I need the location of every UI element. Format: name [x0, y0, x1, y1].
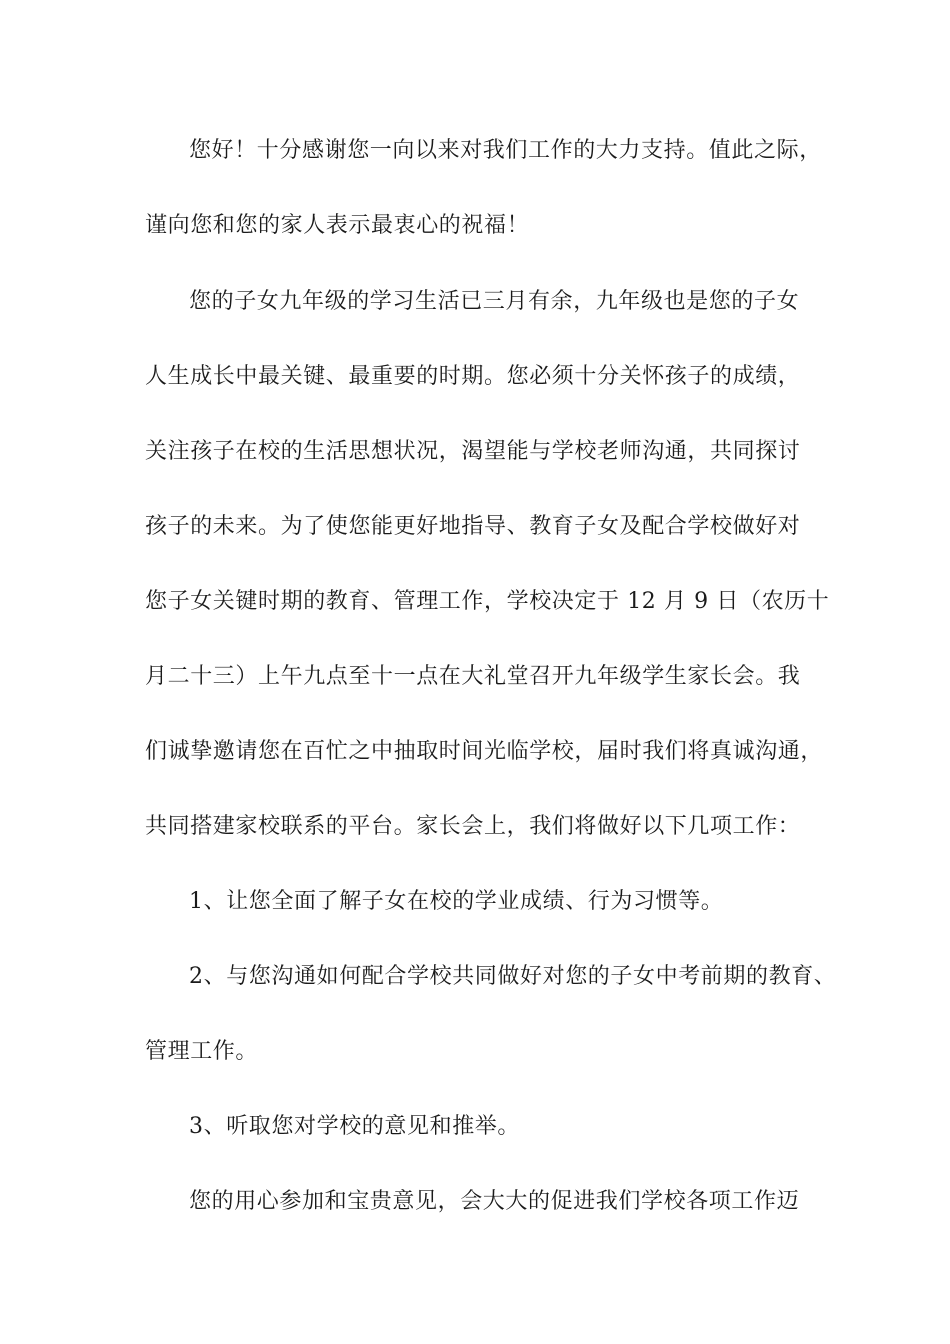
text-line: 关注孩子在校的生活思想状况，渴望能与学校老师沟通，共同探讨	[145, 439, 801, 464]
text-line: 管理工作。	[145, 1039, 259, 1064]
text-line: 您的子女九年级的学习生活已三月有余，九年级也是您的子女	[189, 289, 800, 314]
text-line: 您的用心参加和宝贵意见，会大大的促进我们学校各项工作迈	[189, 1189, 800, 1214]
text-line: 您子女关键时期的教育、管理工作，学校决定于 12 月 9 日（农历十	[145, 589, 830, 614]
text-line: 孩子的未来。为了使您能更好地指导、教育子女及配合学校做好对	[145, 514, 801, 539]
list-item: 1、让您全面了解子女在校的学业成绩、行为习惯等。	[189, 889, 724, 914]
text-line: 月二十三）上午九点至十一点在大礼堂召开九年级学生家长会。我	[145, 664, 801, 689]
text-line: 们诚挚邀请您在百忙之中抽取时间光临学校，届时我们将真诚沟通，	[145, 739, 824, 764]
list-item: 3、听取您对学校的意见和推举。	[189, 1114, 520, 1139]
text-line: 谨向您和您的家人表示最衷心的祝福！	[145, 213, 530, 238]
list-item: 2、与您沟通如何配合学校共同做好对您的子女中考前期的教育、	[189, 964, 837, 989]
text-line: 人生成长中最关键、最重要的时期。您必须十分关怀孩子的成绩，	[145, 364, 801, 389]
text-line: 您好！十分感谢您一向以来对我们工作的大力支持。值此之际，	[189, 138, 822, 163]
text-line: 共同搭建家校联系的平台。家长会上，我们将做好以下几项工作：	[145, 814, 801, 839]
